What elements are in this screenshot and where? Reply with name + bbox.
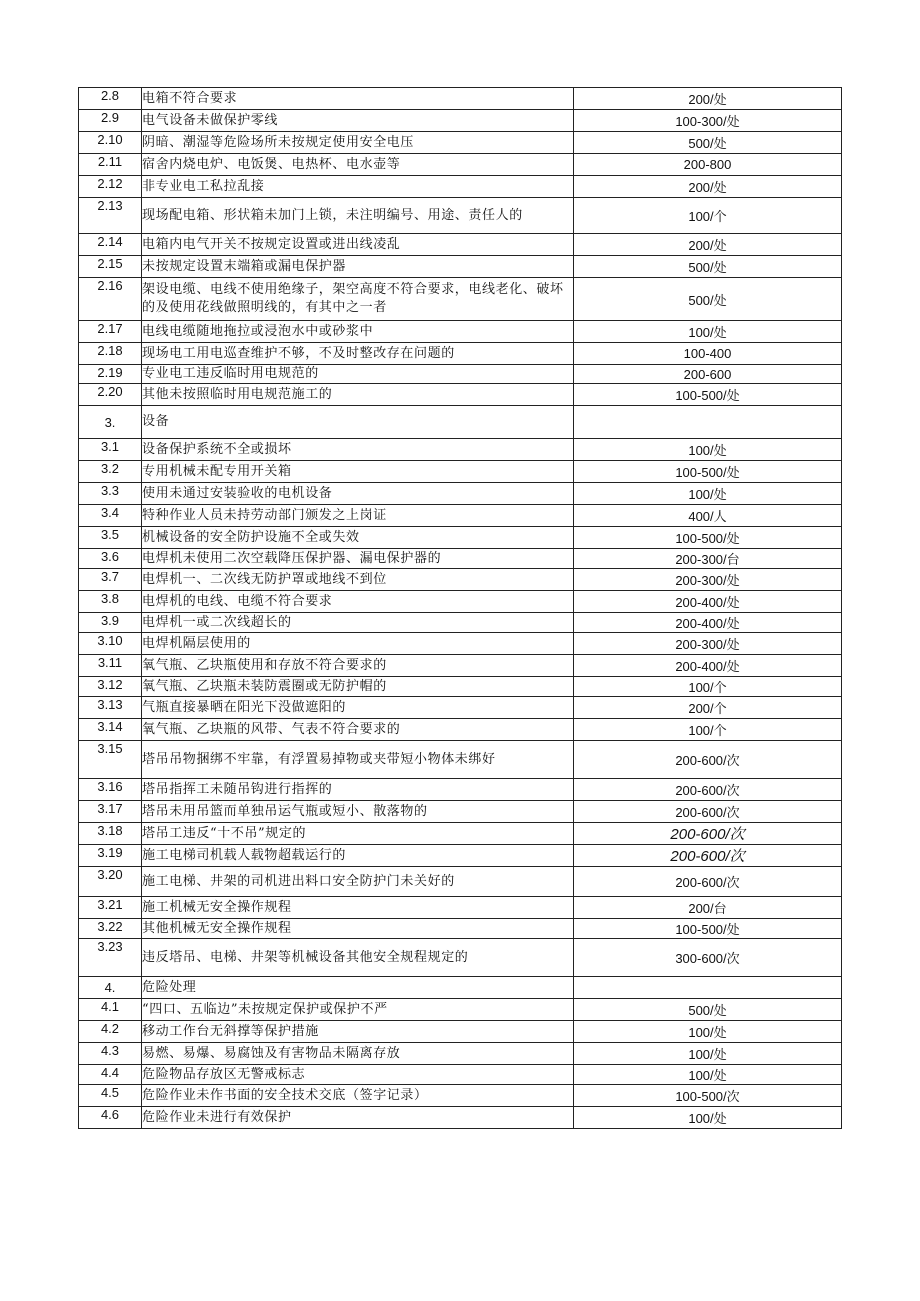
violation-item: “四口、五临边”未按规定保护或保护不严 (142, 999, 574, 1021)
row-number: 4.2 (79, 1021, 142, 1043)
table-row (79, 365, 842, 384)
violation-item: 设备保护系统不全或损坏 (142, 439, 574, 461)
row-number: 4.3 (79, 1043, 142, 1065)
row-number: 2.18 (79, 343, 142, 365)
row-number: 3.10 (79, 633, 142, 655)
violation-item: 使用未通过安装验收的电机设备 (142, 483, 574, 505)
violation-item: 违反塔吊、电梯、井架等机械设备其他安全规程规定的 (142, 939, 574, 977)
penalty-amount: 100/个 (574, 719, 842, 741)
category-row (79, 977, 842, 999)
violation-item: 电焊机未使用二次空载降压保护器、漏电保护器的 (142, 549, 574, 569)
row-number: 2.11 (79, 154, 142, 176)
penalty-amount: 200-600 (574, 365, 842, 384)
violation-item: 电焊机一或二次线超长的 (142, 613, 574, 633)
violation-item: 塔吊未用吊篮而单独吊运气瓶或短小、散落物的 (142, 801, 574, 823)
row-number: 2.14 (79, 234, 142, 256)
violation-item: 施工电梯、井架的司机进出料口安全防护门未关好的 (142, 867, 574, 897)
violation-item: 危险物品存放区无警戒标志 (142, 1065, 574, 1085)
violation-item: 电箱内电气开关不按规定设置或进出线凌乱 (142, 234, 574, 256)
violation-item: 专业电工违反临时用电规范的 (142, 365, 574, 384)
row-number: 4.1 (79, 999, 142, 1021)
row-number: 4. (79, 977, 142, 999)
table-row (79, 741, 842, 779)
penalty-amount: 200/处 (574, 176, 842, 198)
row-number: 3.21 (79, 897, 142, 919)
table-row (79, 384, 842, 406)
table-row (79, 483, 842, 505)
row-number: 3.9 (79, 613, 142, 633)
penalty-amount: 100-400 (574, 343, 842, 365)
penalty-amount: 100/处 (574, 1065, 842, 1085)
row-number: 3.12 (79, 677, 142, 697)
table-row (79, 867, 842, 897)
violation-item: 电焊机一、二次线无防护罩或地线不到位 (142, 569, 574, 591)
penalty-amount: 100-500/处 (574, 461, 842, 483)
violation-item: 宿舍内烧电炉、电饭煲、电热杯、电水壶等 (142, 154, 574, 176)
row-number: 3.17 (79, 801, 142, 823)
penalty-amount: 200-600/次 (574, 845, 842, 867)
document-page (78, 87, 842, 1129)
table-row (79, 176, 842, 198)
violation-item: 气瓶直接暴晒在阳光下没做遮阳的 (142, 697, 574, 719)
penalty-amount: 200/处 (574, 88, 842, 110)
row-number: 3.11 (79, 655, 142, 677)
violation-item: 电焊机的电线、电缆不符合要求 (142, 591, 574, 613)
table-row (79, 591, 842, 613)
row-number: 3.4 (79, 505, 142, 527)
row-number: 2.12 (79, 176, 142, 198)
violation-item: 施工电梯司机载人载物超载运行的 (142, 845, 574, 867)
penalty-amount: 100/处 (574, 321, 842, 343)
row-number: 2.13 (79, 198, 142, 234)
violation-item: 塔吊吊物捆绑不牢靠，有浮置易掉物或夹带短小物体未绑好 (142, 741, 574, 779)
table-row (79, 845, 842, 867)
penalty-amount: 200-600/次 (574, 741, 842, 779)
row-number: 3.16 (79, 779, 142, 801)
table-row (79, 779, 842, 801)
violation-item: 架设电缆、电线不使用绝缘子，架空高度不符合要求，电线老化、破坏的及使用花线做照明线的，有其中之一者 (142, 278, 574, 321)
table-row (79, 505, 842, 527)
penalty-table-body (79, 88, 842, 1129)
table-row (79, 256, 842, 278)
row-number: 4.6 (79, 1107, 142, 1129)
table-row (79, 110, 842, 132)
table-row (79, 655, 842, 677)
violation-item: 电气设备未做保护零线 (142, 110, 574, 132)
row-number: 2.8 (79, 88, 142, 110)
table-row (79, 719, 842, 741)
category-title: 危险处理 (142, 977, 574, 999)
penalty-amount: 200-400/处 (574, 613, 842, 633)
penalty-amount: 200-600/次 (574, 801, 842, 823)
penalty-amount: 200/个 (574, 697, 842, 719)
table-row (79, 697, 842, 719)
violation-item: 电焊机隔层使用的 (142, 633, 574, 655)
table-row (79, 823, 842, 845)
table-row (79, 461, 842, 483)
row-number: 3.22 (79, 919, 142, 939)
penalty-amount: 200-300/处 (574, 569, 842, 591)
penalty-amount: 100/处 (574, 1021, 842, 1043)
penalty-amount: 100/个 (574, 677, 842, 697)
penalty-amount: 300-600/次 (574, 939, 842, 977)
violation-item: 其他未按照临时用电规范施工的 (142, 384, 574, 406)
row-number: 4.4 (79, 1065, 142, 1085)
violation-item: 专用机械未配专用开关箱 (142, 461, 574, 483)
row-number: 3.15 (79, 741, 142, 779)
row-number: 4.5 (79, 1085, 142, 1107)
violation-item: 氧气瓶、乙块瓶未装防震圈或无防护帽的 (142, 677, 574, 697)
row-number: 3.1 (79, 439, 142, 461)
row-number: 3.13 (79, 697, 142, 719)
penalty-amount (574, 406, 842, 439)
penalty-amount (574, 977, 842, 999)
penalty-amount: 500/处 (574, 999, 842, 1021)
table-row (79, 527, 842, 549)
row-number: 3.6 (79, 549, 142, 569)
row-number: 3.20 (79, 867, 142, 897)
row-number: 2.19 (79, 365, 142, 384)
table-row (79, 549, 842, 569)
violation-item: 危险作业未作书面的安全技术交底（签字记录） (142, 1085, 574, 1107)
violation-item: 非专业电工私拉乱接 (142, 176, 574, 198)
table-row (79, 939, 842, 977)
penalty-amount: 100/处 (574, 1107, 842, 1129)
violation-item: 现场配电箱、形状箱未加门上锁，未注明编号、用途、责任人的 (142, 198, 574, 234)
penalty-amount: 200-300/处 (574, 633, 842, 655)
penalty-amount: 100/处 (574, 483, 842, 505)
penalty-amount: 200-800 (574, 154, 842, 176)
row-number: 3.2 (79, 461, 142, 483)
table-row (79, 154, 842, 176)
violation-item: 电箱不符合要求 (142, 88, 574, 110)
table-row (79, 343, 842, 365)
penalty-amount: 100-500/次 (574, 1085, 842, 1107)
violation-item: 其他机械无安全操作规程 (142, 919, 574, 939)
table-row (79, 1043, 842, 1065)
table-row (79, 633, 842, 655)
row-number: 2.17 (79, 321, 142, 343)
table-row (79, 132, 842, 154)
table-row (79, 569, 842, 591)
table-row (79, 801, 842, 823)
violation-item: 现场电工用电巡查维护不够，不及时整改存在问题的 (142, 343, 574, 365)
violation-item: 氧气瓶、乙块瓶使用和存放不符合要求的 (142, 655, 574, 677)
row-number: 3.23 (79, 939, 142, 977)
violation-item: 塔吊指挥工未随吊钩进行指挥的 (142, 779, 574, 801)
penalty-amount: 100/处 (574, 439, 842, 461)
table-row (79, 613, 842, 633)
category-title: 设备 (142, 406, 574, 439)
table-row (79, 1085, 842, 1107)
table-row (79, 919, 842, 939)
penalty-amount: 100/个 (574, 198, 842, 234)
table-row (79, 439, 842, 461)
table-row (79, 677, 842, 697)
penalty-amount: 200/台 (574, 897, 842, 919)
penalty-amount: 200/处 (574, 234, 842, 256)
penalty-amount: 500/处 (574, 256, 842, 278)
violation-item: 氧气瓶、乙块瓶的风带、气表不符合要求的 (142, 719, 574, 741)
penalty-amount: 200-400/处 (574, 591, 842, 613)
row-number: 2.9 (79, 110, 142, 132)
row-number: 3.19 (79, 845, 142, 867)
row-number: 2.10 (79, 132, 142, 154)
category-row (79, 406, 842, 439)
row-number: 2.16 (79, 278, 142, 321)
penalty-amount: 200-600/次 (574, 867, 842, 897)
violation-item: 易燃、易爆、易腐蚀及有害物品未隔离存放 (142, 1043, 574, 1065)
table-row (79, 897, 842, 919)
table-row (79, 999, 842, 1021)
row-number: 2.20 (79, 384, 142, 406)
penalty-table (78, 87, 842, 1129)
table-row (79, 1021, 842, 1043)
penalty-amount: 200-400/处 (574, 655, 842, 677)
row-number: 2.15 (79, 256, 142, 278)
violation-item: 未按规定设置末端箱或漏电保护器 (142, 256, 574, 278)
violation-item: 机械设备的安全防护设施不全或失效 (142, 527, 574, 549)
violation-item: 移动工作台无斜撑等保护措施 (142, 1021, 574, 1043)
penalty-amount: 500/处 (574, 132, 842, 154)
penalty-amount: 200-300/台 (574, 549, 842, 569)
violation-item: 电线电缆随地拖拉或浸泡水中或砂浆中 (142, 321, 574, 343)
table-row (79, 88, 842, 110)
row-number: 3.8 (79, 591, 142, 613)
row-number: 3.3 (79, 483, 142, 505)
row-number: 3.18 (79, 823, 142, 845)
penalty-amount: 400/人 (574, 505, 842, 527)
violation-item: 阴暗、潮湿等危险场所未按规定使用安全电压 (142, 132, 574, 154)
violation-item: 危险作业未进行有效保护 (142, 1107, 574, 1129)
table-row (79, 1065, 842, 1085)
penalty-amount: 100-500/处 (574, 919, 842, 939)
penalty-amount: 100-500/处 (574, 527, 842, 549)
violation-item: 特种作业人员未持劳动部门颁发之上岗证 (142, 505, 574, 527)
table-row (79, 1107, 842, 1129)
table-row (79, 278, 842, 321)
table-row (79, 234, 842, 256)
penalty-amount: 100-500/处 (574, 384, 842, 406)
row-number: 3.7 (79, 569, 142, 591)
violation-item: 施工机械无安全操作规程 (142, 897, 574, 919)
violation-item: 塔吊工违反“十不吊”规定的 (142, 823, 574, 845)
penalty-amount: 100-300/处 (574, 110, 842, 132)
table-row (79, 321, 842, 343)
penalty-amount: 200-600/次 (574, 779, 842, 801)
penalty-amount: 500/处 (574, 278, 842, 321)
row-number: 3.14 (79, 719, 142, 741)
penalty-amount: 100/处 (574, 1043, 842, 1065)
row-number: 3.5 (79, 527, 142, 549)
row-number: 3. (79, 406, 142, 439)
penalty-amount: 200-600/次 (574, 823, 842, 845)
table-row (79, 198, 842, 234)
